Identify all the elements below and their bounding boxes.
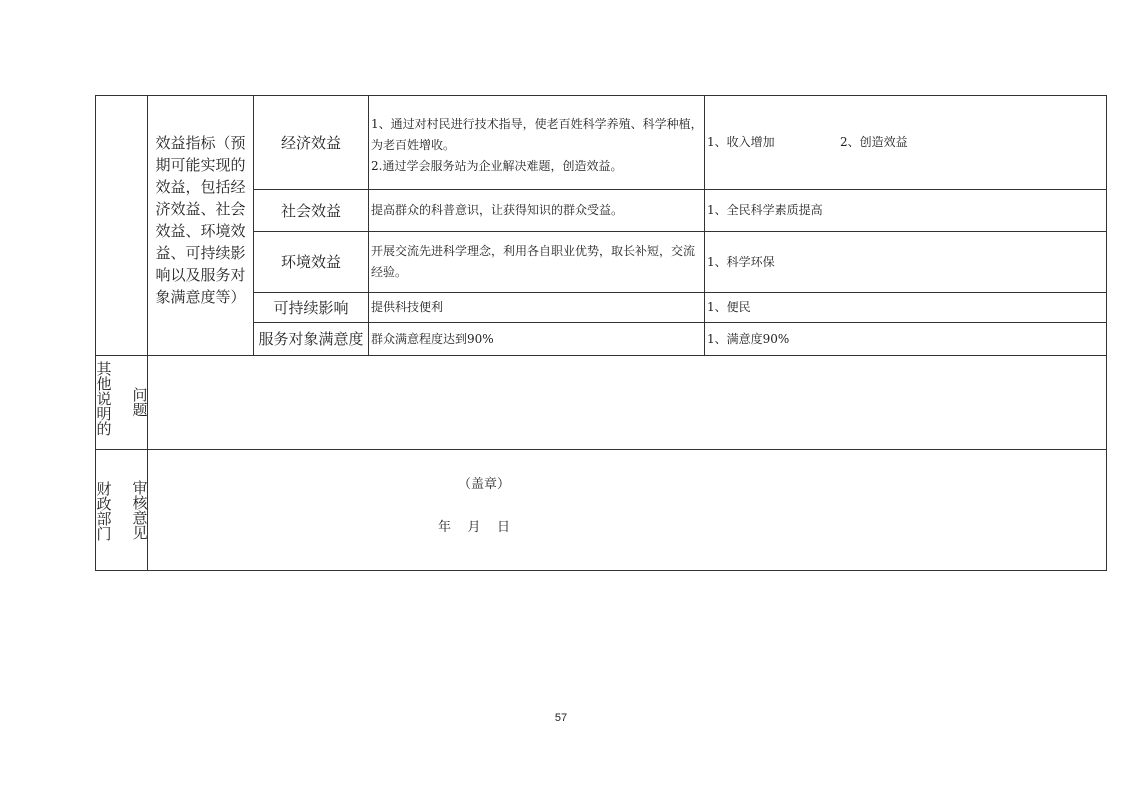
date-placeholder: 年 月 日 [438,520,511,535]
column-divider [704,95,705,355]
page-number: 57 [554,712,568,724]
row-target-sustainability: 1、便民 [707,300,751,314]
row-content-sustainability: 提供科技便利 [371,300,444,314]
row-divider [95,449,1107,450]
row-content-satisfaction: 群众满意程度达到90% [371,331,494,346]
stamp-placeholder: （盖章） [458,477,511,492]
row-target-economic-2: 2、创造效益 [840,135,908,149]
row-content-environment: 开展交流先进科学理念，利用各自职业优势，取长补短，交流经验。 [371,244,696,279]
content-line: 2.通过学会服务站为企业解决难题，创造效益。 [371,158,623,173]
row-name-sustainability: 可持续影响 [273,298,349,317]
row-divider [95,355,1107,356]
column-divider [368,95,369,355]
row-name-social: 社会效益 [280,201,341,220]
other-notes-label-b: 问题 [132,386,148,419]
finance-label-a: 财政部门 [96,480,112,543]
finance-label-b: 审核意见 [132,479,148,542]
row-name-environment: 环境效益 [280,253,341,271]
indicator-label: 效益指标（预期可能实现的效益，包括经济效益、社会效益、环境效益、可持续影响以及服务对象满意度等） [155,134,246,306]
row-target-economic-1: 1、收入增加 [707,135,775,149]
content-line: 1、通过对村民进行技术指导，使老百姓科学养殖、科学种植，为老百姓增收。 [371,116,703,152]
row-target-social: 1、全民科学素质提高 [707,203,823,217]
row-target-satisfaction: 1、满意度90% [707,331,790,346]
row-target-environment: 1、科学环保 [707,254,775,269]
row-name-economic: 经济效益 [280,133,341,152]
other-notes-label-a: 其他说明的 [96,360,112,438]
row-content-economic [371,110,703,180]
row-name-satisfaction: 服务对象满意度 [258,330,364,348]
row-content-social: 提高群众的科普意识，让获得知识的群众受益。 [371,203,624,217]
